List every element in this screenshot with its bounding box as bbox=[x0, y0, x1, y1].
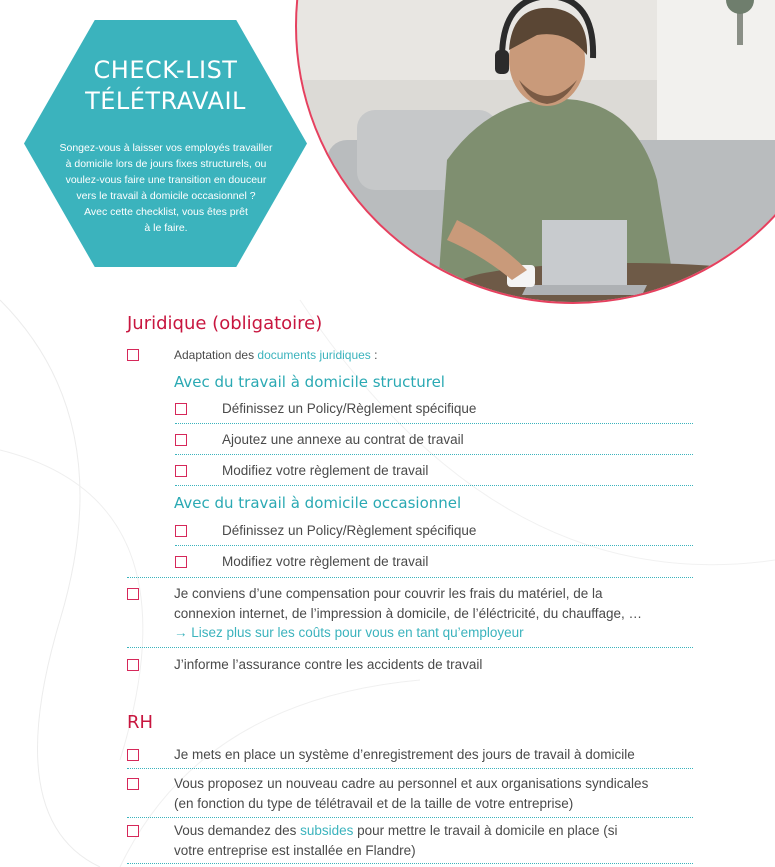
checkbox-occasionnel-reglement[interactable] bbox=[175, 556, 187, 568]
item-enregistrement: Je mets en place un système d’enregistrement des jours de travail à domicile bbox=[174, 747, 635, 762]
documents-juridiques-link[interactable]: documents juridiques bbox=[257, 348, 371, 362]
item-nouveau-cadre-line-2: (en fonction du type de télétravail et de la taille de votre entreprise) bbox=[174, 796, 574, 811]
checkbox-occasionnel-policy[interactable] bbox=[175, 525, 187, 537]
divider bbox=[127, 863, 693, 864]
item-compensation-line-2: connexion internet, de l’impression à domicile, de l’éléctricité, du chauffage, … bbox=[174, 606, 643, 621]
intro-text bbox=[30, 140, 302, 236]
item-nouveau-cadre-line-1: Vous proposez un nouveau cadre au personnel et aux organisations syndicales bbox=[174, 776, 649, 791]
subsides-link[interactable]: subsides bbox=[300, 823, 354, 838]
checkbox-structurel-policy[interactable] bbox=[175, 403, 187, 415]
page-title-line-2: TÉLÉTRAVAIL bbox=[85, 87, 246, 115]
item-subsides-line-2: votre entreprise est installée en Flandre) bbox=[174, 843, 416, 858]
item-text: : bbox=[370, 348, 378, 362]
checkbox-nouveau-cadre[interactable] bbox=[127, 778, 139, 790]
intro-line: à le faire. bbox=[144, 222, 188, 234]
checkbox-subsides[interactable] bbox=[127, 825, 139, 837]
checkbox-documents-juridiques[interactable] bbox=[127, 349, 139, 361]
intro-line: voulez-vous faire une transition en douceur bbox=[65, 174, 267, 186]
divider bbox=[127, 577, 693, 578]
checkbox-enregistrement[interactable] bbox=[127, 749, 139, 761]
divider bbox=[175, 423, 693, 424]
section-title-juridique: Juridique (obligatoire) bbox=[127, 313, 323, 334]
checkbox-assurance[interactable] bbox=[127, 659, 139, 671]
intro-line: vers le travail à domicile occasionnel ? bbox=[76, 190, 256, 202]
item-structurel-annexe: Ajoutez une annexe au contrat de travail bbox=[222, 432, 464, 447]
item-compensation-line-1: Je conviens d’une compensation pour couvrir les frais du matériel, de la bbox=[174, 586, 603, 601]
divider bbox=[175, 454, 693, 455]
item-assurance: J’informe l’assurance contre les accidents de travail bbox=[174, 657, 483, 672]
item-structurel-policy: Définissez un Policy/Règlement spécifique bbox=[222, 401, 477, 416]
intro-line: Songez-vous à laisser vos employés travailler bbox=[59, 142, 273, 154]
subheading-structurel: Avec du travail à domicile structurel bbox=[174, 373, 445, 391]
divider bbox=[127, 647, 693, 648]
checkbox-structurel-reglement[interactable] bbox=[175, 465, 187, 477]
checkbox-compensation[interactable] bbox=[127, 588, 139, 600]
couts-employeur-link[interactable]: → Lisez plus sur les coûts pour vous en tant qu’employeur bbox=[174, 625, 524, 640]
divider bbox=[175, 485, 693, 486]
intro-line: à domicile lors de jours fixes structurels, ou bbox=[65, 158, 267, 170]
item-occasionnel-policy: Définissez un Policy/Règlement spécifique bbox=[222, 523, 477, 538]
item-structurel-reglement: Modifiez votre règlement de travail bbox=[222, 463, 429, 478]
section-title-rh: RH bbox=[127, 712, 154, 733]
item-text: Adaptation des bbox=[174, 348, 258, 362]
item-subsides-line-1 bbox=[174, 821, 618, 841]
page-title bbox=[24, 55, 307, 117]
item-documents-juridiques bbox=[174, 345, 377, 365]
intro-line: Avec cette checklist, vous êtes prêt bbox=[84, 206, 248, 218]
item-occasionnel-reglement: Modifiez votre règlement de travail bbox=[222, 554, 429, 569]
checkbox-structurel-annexe[interactable] bbox=[175, 434, 187, 446]
subheading-occasionnel: Avec du travail à domicile occasionnel bbox=[174, 494, 462, 512]
divider bbox=[127, 817, 693, 818]
item-text: Vous demandez des bbox=[174, 823, 301, 838]
divider bbox=[175, 545, 693, 546]
divider bbox=[127, 768, 693, 769]
item-text: pour mettre le travail à domicile en place (si bbox=[353, 823, 618, 838]
page-title-line-1: CHECK-LIST bbox=[93, 56, 238, 84]
